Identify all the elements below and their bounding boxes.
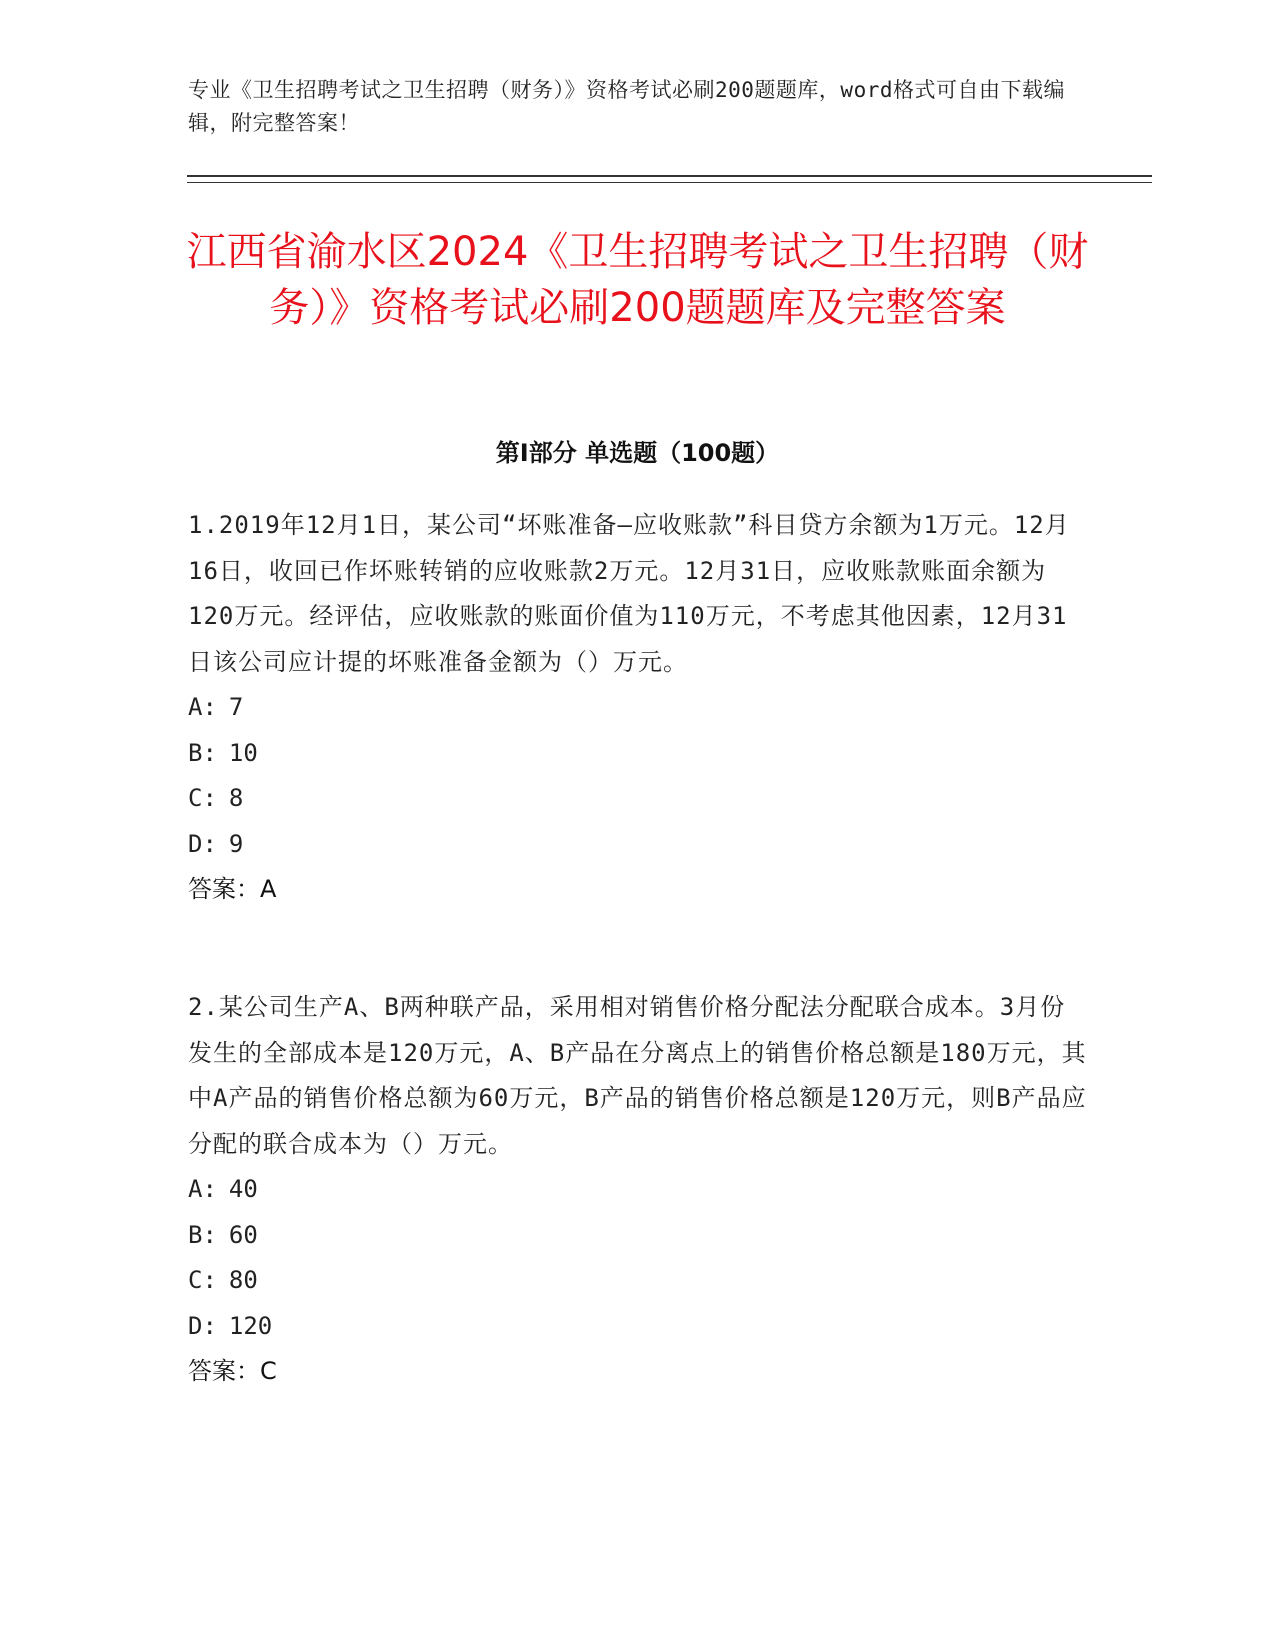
option-value: 120 — [228, 1311, 273, 1340]
option-a — [188, 1167, 1088, 1213]
header-note: 专业《卫生招聘考试之卫生招聘（财务）》资格考试必刷200题题库，word格式可自由下载编辑，附完整答案！ — [188, 78, 1065, 135]
question-1 — [188, 503, 1088, 913]
option-a — [188, 685, 1088, 731]
option-letter: A: — [188, 693, 217, 721]
answer-line: 答案：C — [188, 1357, 277, 1385]
option-b — [188, 1213, 1088, 1259]
question-stem: 2.某公司生产A、B两种联产品，采用相对销售价格分配法分配联合成本。3月份发生的全部成本是120万元，A、B产品在分离点上的销售价格总额是180万元，其中A产品的销售价格总额为60万元，B产品的销售价格总额是120万元，则B产品应分配的联合成本为（）万元。 — [188, 993, 1087, 1158]
header-divider-thick — [187, 175, 1152, 177]
section-title: 第I部分 单选题（100题） — [495, 439, 780, 467]
option-letter: A: — [188, 1175, 217, 1203]
option-value: 9 — [228, 829, 244, 858]
option-letter: D: — [188, 829, 217, 858]
answer-line: 答案：A — [188, 875, 277, 903]
option-letter: B: — [188, 1220, 217, 1249]
option-letter: D: — [188, 1311, 217, 1340]
option-c — [188, 1258, 1088, 1304]
option-c — [188, 776, 1088, 822]
question-stem: 1.2019年12月1日，某公司“坏账准备—应收账款”科目贷方余额为1万元。12月16日，收回已作坏账转销的应收账款2万元。12月31日，应收账款账面余额为120万元。经评估，应收账款的账面价值为110万元，不考虑其他因素，12月31日该公司应计提的坏账准备金额为（）万元。 — [188, 511, 1070, 676]
option-value: 40 — [228, 1175, 258, 1203]
option-letter: B: — [188, 738, 217, 767]
option-letter: C: — [188, 1266, 217, 1294]
option-value: 60 — [228, 1220, 258, 1249]
option-value: 10 — [228, 738, 258, 767]
option-value: 80 — [228, 1266, 258, 1294]
option-b — [188, 731, 1088, 777]
document-title: 江西省渝水区2024《卫生招聘考试之卫生招聘（财务）》资格考试必刷200题题库及完整答案 — [186, 229, 1089, 331]
option-value: 8 — [228, 784, 244, 812]
option-letter: C: — [188, 784, 217, 812]
question-2 — [188, 985, 1088, 1395]
option-value: 7 — [228, 693, 244, 721]
option-d — [188, 1304, 1088, 1350]
header-divider-thin — [187, 182, 1152, 183]
option-d — [188, 822, 1088, 868]
